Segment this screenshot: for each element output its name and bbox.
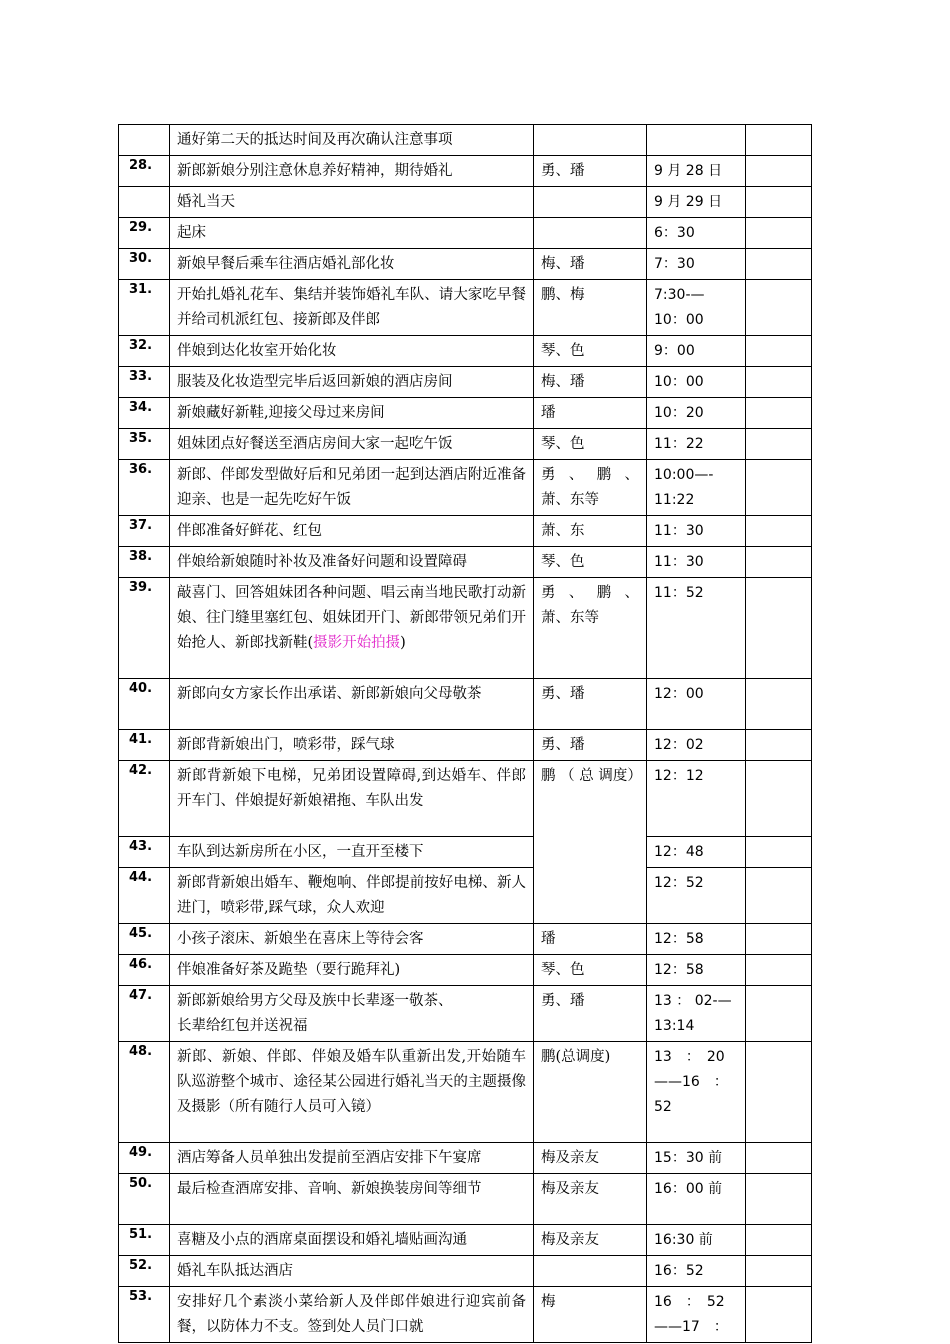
time-cell: 7:30-— 10：00: [647, 280, 746, 336]
row-number: 32.: [119, 336, 170, 367]
notes-cell: [746, 1256, 812, 1287]
table-row: [119, 1143, 812, 1174]
table-row: [119, 955, 812, 986]
notes-cell: [746, 280, 812, 336]
time-cell: 12：58: [647, 924, 746, 955]
row-number: 39.: [119, 578, 170, 679]
notes-cell: [746, 679, 812, 730]
table-row: [119, 679, 812, 730]
notes-cell: [746, 398, 812, 429]
assignee-cell: 勇、璠: [534, 730, 647, 761]
task-cell: 新郎新娘给男方父母及族中长辈逐一敬茶、 长辈给红包并送祝福: [170, 986, 534, 1042]
table-row: [119, 218, 812, 249]
task-cell: 新郎背新娘出婚车、鞭炮响、伴郎提前按好电梯、新人进门，喷彩带,踩气球，众人欢迎: [170, 868, 534, 924]
notes-cell: [746, 868, 812, 924]
row-number: 34.: [119, 398, 170, 429]
time-cell: 9：00: [647, 336, 746, 367]
assignee-cell: 勇、璠: [534, 156, 647, 187]
row-number: 31.: [119, 280, 170, 336]
notes-cell: [746, 156, 812, 187]
assignee-cell: [534, 218, 647, 249]
notes-cell: [746, 125, 812, 156]
assignee-cell: 琴、色: [534, 547, 647, 578]
task-cell: 新郎向女方家长作出承诺、新郎新娘向父母敬茶: [170, 679, 534, 730]
task-cell: 酒店筹备人员单独出发提前至酒店安排下午宴席: [170, 1143, 534, 1174]
table-row: [119, 280, 812, 336]
table-row: [119, 837, 812, 868]
task-cell: 新郎背新娘出门，喷彩带，踩气球: [170, 730, 534, 761]
task-cell: 起床: [170, 218, 534, 249]
notes-cell: [746, 547, 812, 578]
time-cell: 9 月 29 日: [647, 187, 746, 218]
row-number: 37.: [119, 516, 170, 547]
assignee-cell: 琴、色: [534, 336, 647, 367]
row-number: 44.: [119, 868, 170, 924]
task-cell: 开始扎婚礼花车、集结并装饰婚礼车队、请大家吃早餐并给司机派红包、接新郎及伴郎: [170, 280, 534, 336]
time-cell: 16:30 前: [647, 1225, 746, 1256]
row-number: 41.: [119, 730, 170, 761]
row-number: 53.: [119, 1287, 170, 1343]
notes-cell: [746, 218, 812, 249]
notes-cell: [746, 986, 812, 1042]
table-row: [119, 986, 812, 1042]
assignee-cell: 鹏、梅: [534, 280, 647, 336]
row-number: 52.: [119, 1256, 170, 1287]
task-cell: 伴娘准备好茶及跪垫（要行跪拜礼): [170, 955, 534, 986]
row-number: 29.: [119, 218, 170, 249]
task-cell: 新郎新娘分别注意休息养好精神，期待婚礼: [170, 156, 534, 187]
time-cell: 6：30: [647, 218, 746, 249]
notes-cell: [746, 837, 812, 868]
assignee-cell: [534, 187, 647, 218]
table-row: [119, 336, 812, 367]
table-row: [119, 125, 812, 156]
task-cell: 伴郎准备好鲜花、红包: [170, 516, 534, 547]
task-text: 敲喜门、回答姐妹团各种问题、唱云南当地民歌打动新娘、往门缝里塞红包、姐妹团开门、新郎带领兄弟们开始抢人、新郎找新鞋(: [177, 585, 526, 651]
row-number: 50.: [119, 1174, 170, 1225]
task-cell: 新娘藏好新鞋,迎接父母过来房间: [170, 398, 534, 429]
assignee-cell: 梅及亲友: [534, 1174, 647, 1225]
task-cell: 伴娘给新娘随时补妆及准备好问题和设置障碍: [170, 547, 534, 578]
assignee-cell: [534, 125, 647, 156]
time-cell: 16：52: [647, 1256, 746, 1287]
table-row: [119, 1174, 812, 1225]
task-cell: 新郎、新娘、伴郎、伴娘及婚车队重新出发,开始随车队巡游整个城市、途径某公园进行婚礼当天的主题摄像及摄影（所有随行人员可入镜）: [170, 1042, 534, 1143]
notes-cell: [746, 730, 812, 761]
notes-cell: [746, 1143, 812, 1174]
row-number: 49.: [119, 1143, 170, 1174]
task-cell: 新郎背新娘下电梯，兄弟团设置障碍,到达婚车、伴郎开车门、伴娘提好新娘裙拖、车队出发: [170, 761, 534, 837]
task-cell: 婚礼当天: [170, 187, 534, 218]
time-cell: 12：00: [647, 679, 746, 730]
notes-cell: [746, 460, 812, 516]
assignee-cell: 勇、璠: [534, 679, 647, 730]
task-cell: 婚礼车队抵达酒店: [170, 1256, 534, 1287]
schedule-table: [118, 124, 812, 1343]
task-cell: [170, 578, 534, 679]
assignee-cell: 梅及亲友: [534, 1225, 647, 1256]
task-cell: 最后检查酒席安排、音响、新娘换装房间等细节: [170, 1174, 534, 1225]
notes-cell: [746, 955, 812, 986]
notes-cell: [746, 578, 812, 679]
row-number: 28.: [119, 156, 170, 187]
assignee-cell: 梅、璠: [534, 367, 647, 398]
task-cell: 服装及化妆造型完毕后返回新娘的酒店房间: [170, 367, 534, 398]
task-cell: 伴娘到达化妆室开始化妆: [170, 336, 534, 367]
row-number: 40.: [119, 679, 170, 730]
assignee-cell: 勇、璠: [534, 986, 647, 1042]
time-cell: 15：30 前: [647, 1143, 746, 1174]
assignee-cell: 梅: [534, 1287, 647, 1343]
notes-cell: [746, 924, 812, 955]
time-cell: 9 月 28 日: [647, 156, 746, 187]
table-row: [119, 429, 812, 460]
notes-cell: [746, 516, 812, 547]
assignee-cell: 梅、璠: [534, 249, 647, 280]
time-cell: 13 ： 20 ——16 ： 52: [647, 1042, 746, 1143]
table-row: [119, 367, 812, 398]
notes-cell: [746, 367, 812, 398]
task-text-end: ): [400, 635, 406, 651]
table-row: [119, 249, 812, 280]
table-row: [119, 1287, 812, 1343]
assignee-cell: 梅及亲友: [534, 1143, 647, 1174]
table-row: [119, 578, 812, 679]
table-row: [119, 924, 812, 955]
assignee-cell: 鹏 （ 总 调度）: [534, 761, 647, 924]
photo-start-note: 摄影开始拍摄: [313, 635, 401, 651]
table-row: [119, 460, 812, 516]
time-cell: 12：58: [647, 955, 746, 986]
task-cell: 姐妹团点好餐送至酒店房间大家一起吃午饭: [170, 429, 534, 460]
time-cell: 12：12: [647, 761, 746, 837]
table-row: [119, 1256, 812, 1287]
task-cell: 新郎、伴郎发型做好后和兄弟团一起到达酒店附近准备迎亲、也是一起先吃好午饭: [170, 460, 534, 516]
assignee-cell: 萧、东: [534, 516, 647, 547]
table-row: [119, 1225, 812, 1256]
assignee-cell: 鹏(总调度): [534, 1042, 647, 1143]
table-row: [119, 156, 812, 187]
row-number: 33.: [119, 367, 170, 398]
notes-cell: [746, 761, 812, 837]
task-cell: 通好第二天的抵达时间及再次确认注意事项: [170, 125, 534, 156]
row-number: 38.: [119, 547, 170, 578]
row-number: 45.: [119, 924, 170, 955]
notes-cell: [746, 336, 812, 367]
assignee-cell: [534, 1256, 647, 1287]
table-row: [119, 516, 812, 547]
assignee-cell: 勇 、 鹏 、萧、东等: [534, 460, 647, 516]
time-cell: 10：00: [647, 367, 746, 398]
time-cell: 10：20: [647, 398, 746, 429]
assignee-cell: 勇 、 鹏 、萧、东等: [534, 578, 647, 679]
table-row: [119, 761, 812, 837]
time-cell: 16：00 前: [647, 1174, 746, 1225]
row-number: 36.: [119, 460, 170, 516]
row-number: 42.: [119, 761, 170, 837]
time-cell: 11：30: [647, 516, 746, 547]
row-number: 35.: [119, 429, 170, 460]
task-cell: 新娘早餐后乘车往酒店婚礼部化妆: [170, 249, 534, 280]
notes-cell: [746, 1225, 812, 1256]
assignee-cell: 璠: [534, 924, 647, 955]
task-cell: 喜糖及小点的酒席桌面摆设和婚礼墙贴画沟通: [170, 1225, 534, 1256]
row-number: 51.: [119, 1225, 170, 1256]
time-cell: 12：52: [647, 868, 746, 924]
table-row: [119, 868, 812, 924]
task-cell: 小孩子滚床、新娘坐在喜床上等待会客: [170, 924, 534, 955]
table-row: [119, 547, 812, 578]
notes-cell: [746, 1174, 812, 1225]
row-number: 46.: [119, 955, 170, 986]
table-row: [119, 187, 812, 218]
notes-cell: [746, 1287, 812, 1343]
row-number: 47.: [119, 986, 170, 1042]
task-cell: 安排好几个素淡小菜给新人及伴郎伴娘进行迎宾前备餐，以防体力不支。签到处人员门口就: [170, 1287, 534, 1343]
notes-cell: [746, 249, 812, 280]
time-cell: 12：02: [647, 730, 746, 761]
table-row: [119, 398, 812, 429]
time-cell: 7：30: [647, 249, 746, 280]
time-cell: [647, 125, 746, 156]
time-cell: 13 ： 02-— 13:14: [647, 986, 746, 1042]
notes-cell: [746, 187, 812, 218]
row-number: [119, 125, 170, 156]
assignee-cell: 琴、色: [534, 429, 647, 460]
task-cell: 车队到达新房所在小区，一直开至楼下: [170, 837, 534, 868]
time-cell: 16 ： 52 ——17 ：: [647, 1287, 746, 1343]
time-cell: 11：52: [647, 578, 746, 679]
time-cell: 11：30: [647, 547, 746, 578]
row-number: 43.: [119, 837, 170, 868]
row-number: 48.: [119, 1042, 170, 1143]
time-cell: 11：22: [647, 429, 746, 460]
table-row: [119, 1042, 812, 1143]
assignee-cell: 琴、色: [534, 955, 647, 986]
table-row: [119, 730, 812, 761]
row-number: [119, 187, 170, 218]
notes-cell: [746, 429, 812, 460]
notes-cell: [746, 1042, 812, 1143]
time-cell: 10:00—- 11:22: [647, 460, 746, 516]
time-cell: 12：48: [647, 837, 746, 868]
row-number: 30.: [119, 249, 170, 280]
assignee-cell: 璠: [534, 398, 647, 429]
